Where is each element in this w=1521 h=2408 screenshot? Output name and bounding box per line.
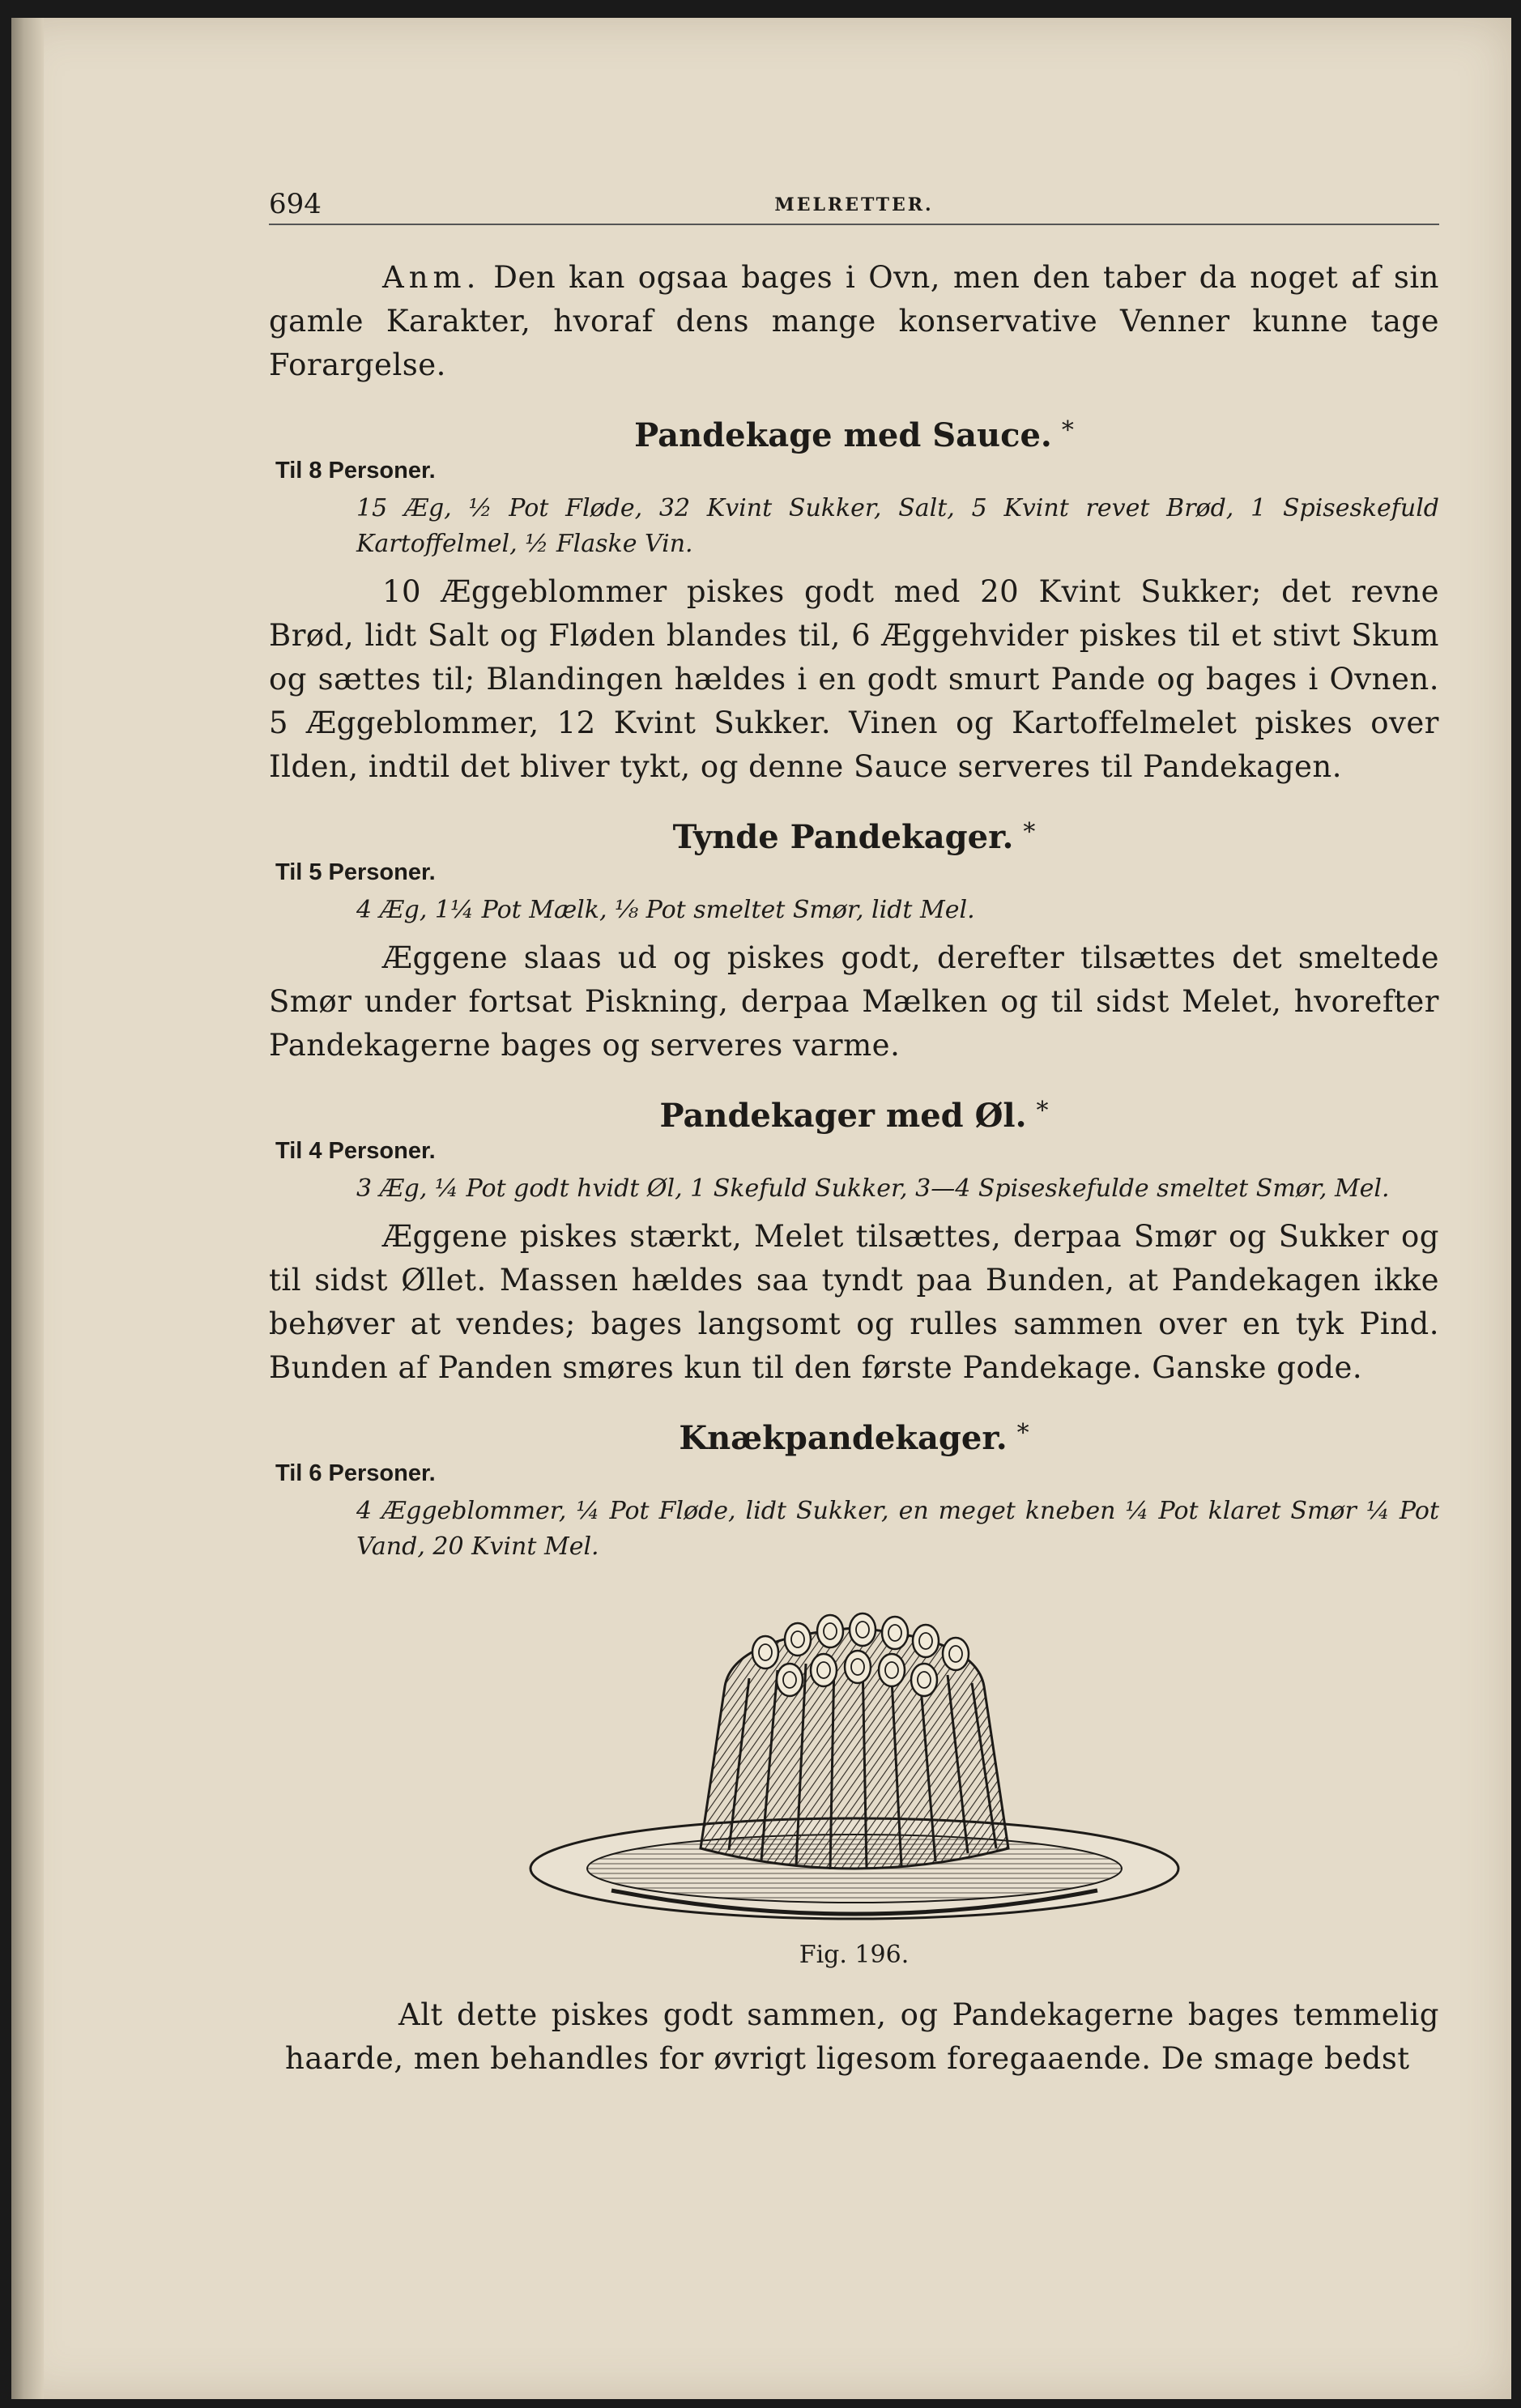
- star-mark: *: [1036, 1097, 1049, 1125]
- intro-note: [269, 256, 1439, 387]
- servings: Til 5 Personer.: [275, 859, 436, 885]
- recipe-title: [269, 1413, 1439, 1460]
- continuation-paragraph: Alt dette piskes godt sammen, og Pandekagerne bages temmelig haarde, men behandles for øvrigt ligesom foregaaende. De smage bedst: [285, 1997, 1439, 2076]
- star-mark: *: [1061, 416, 1074, 445]
- ingredient-list: 4 Æggeblommer, ¼ Pot Fløde, lidt Sukker, en meget kneben ¼ Pot klaret Smør ¼ Pot Vand, 20 Kvint Mel.: [356, 1497, 1439, 1561]
- recipe-method: Æggene slaas ud og piskes godt, derefter tilsættes det smeltede Smør under fortsat Piskning, derpaa Mælken og til sidst Melet, hvorefter Pandekagerne bages og serveres varme.: [269, 940, 1439, 1063]
- running-head: MELRETTER.: [774, 194, 934, 215]
- page-number: 694: [269, 188, 322, 220]
- servings: Til 8 Personer.: [275, 458, 436, 484]
- recipe-title: [269, 812, 1439, 859]
- recipe-method: Æggene piskes stærkt, Melet tilsættes, derpaa Smør og Sukker og til sidst Øllet. Massen hældes saa tyndt paa Bunden, at Pandekagen ikke behøver at vendes; bages langsomt og rulles sammen over en tyk Pind. Bunden af Panden smøres kun til den første Pandekage. Ganske gode.: [269, 1219, 1439, 1385]
- recipe-pandekage-med-sauce: [269, 410, 1439, 789]
- ingredient-list: 15 Æg, ½ Pot Fløde, 32 Kvint Sukker, Salt, 5 Kvint revet Brød, 1 Spiseskefuld Kartoffelmel, ½ Flaske Vin.: [356, 494, 1439, 558]
- recipe-title: [269, 1090, 1439, 1137]
- rolled-pancake-dish-illustration: [522, 1589, 1187, 1937]
- page-header: [269, 180, 1439, 225]
- book-spine: [11, 18, 44, 2399]
- ingredient-list: 3 Æg, ¼ Pot godt hvidt Øl, 1 Skefuld Sukker, 3—4 Spiseskefulde smeltet Smør, Mel.: [356, 1174, 1390, 1203]
- page-content: [269, 180, 1439, 2081]
- recipe-title-text: Knækpandekager.: [679, 1419, 1008, 1457]
- recipe-method: 10 Æggeblommer piskes godt med 20 Kvint Sukker; det revne Brød, lidt Salt og Fløden blandes til, 6 Æggehvider piskes til et stivt Skum og sættes til; Blandingen hældes i en godt smurt Pande og bages i Ovnen. 5 Æggeblommer, 12 Kvint Sukker. Vinen og Kartoffelmelet piskes over Ilden, indtil det bliver tykt, og denne Sauce serveres til Pandekagen.: [269, 574, 1439, 784]
- note-text: Den kan ogsaa bages i Ovn, men den taber da noget af sin gamle Karakter, hvoraf dens mange konservative Venner kunne tage Forargelse.: [269, 260, 1439, 382]
- recipe-title-text: Tynde Pandekager.: [672, 818, 1014, 856]
- recipe-knaekpandekager: [269, 1413, 1439, 1565]
- star-mark: *: [1023, 818, 1036, 846]
- ingredient-list: 4 Æg, 1¼ Pot Mælk, ⅛ Pot smeltet Smør, lidt Mel.: [356, 896, 975, 924]
- servings: Til 6 Personer.: [275, 1460, 436, 1486]
- recipe-tynde-pandekager: [269, 812, 1439, 1068]
- servings: Til 4 Personer.: [275, 1138, 436, 1164]
- figure-engraving: [522, 1589, 1187, 1937]
- recipe-title-text: Pandekage med Sauce.: [634, 416, 1052, 454]
- star-mark: *: [1016, 1419, 1029, 1447]
- note-label: Anm.: [382, 260, 481, 295]
- figure-caption: Fig. 196.: [799, 1941, 910, 1969]
- book-page: [11, 18, 1511, 2399]
- recipe-pandekager-med-ol: [269, 1090, 1439, 1390]
- recipe-title-text: Pandekager med Øl.: [659, 1097, 1027, 1135]
- recipe-title: [269, 410, 1439, 457]
